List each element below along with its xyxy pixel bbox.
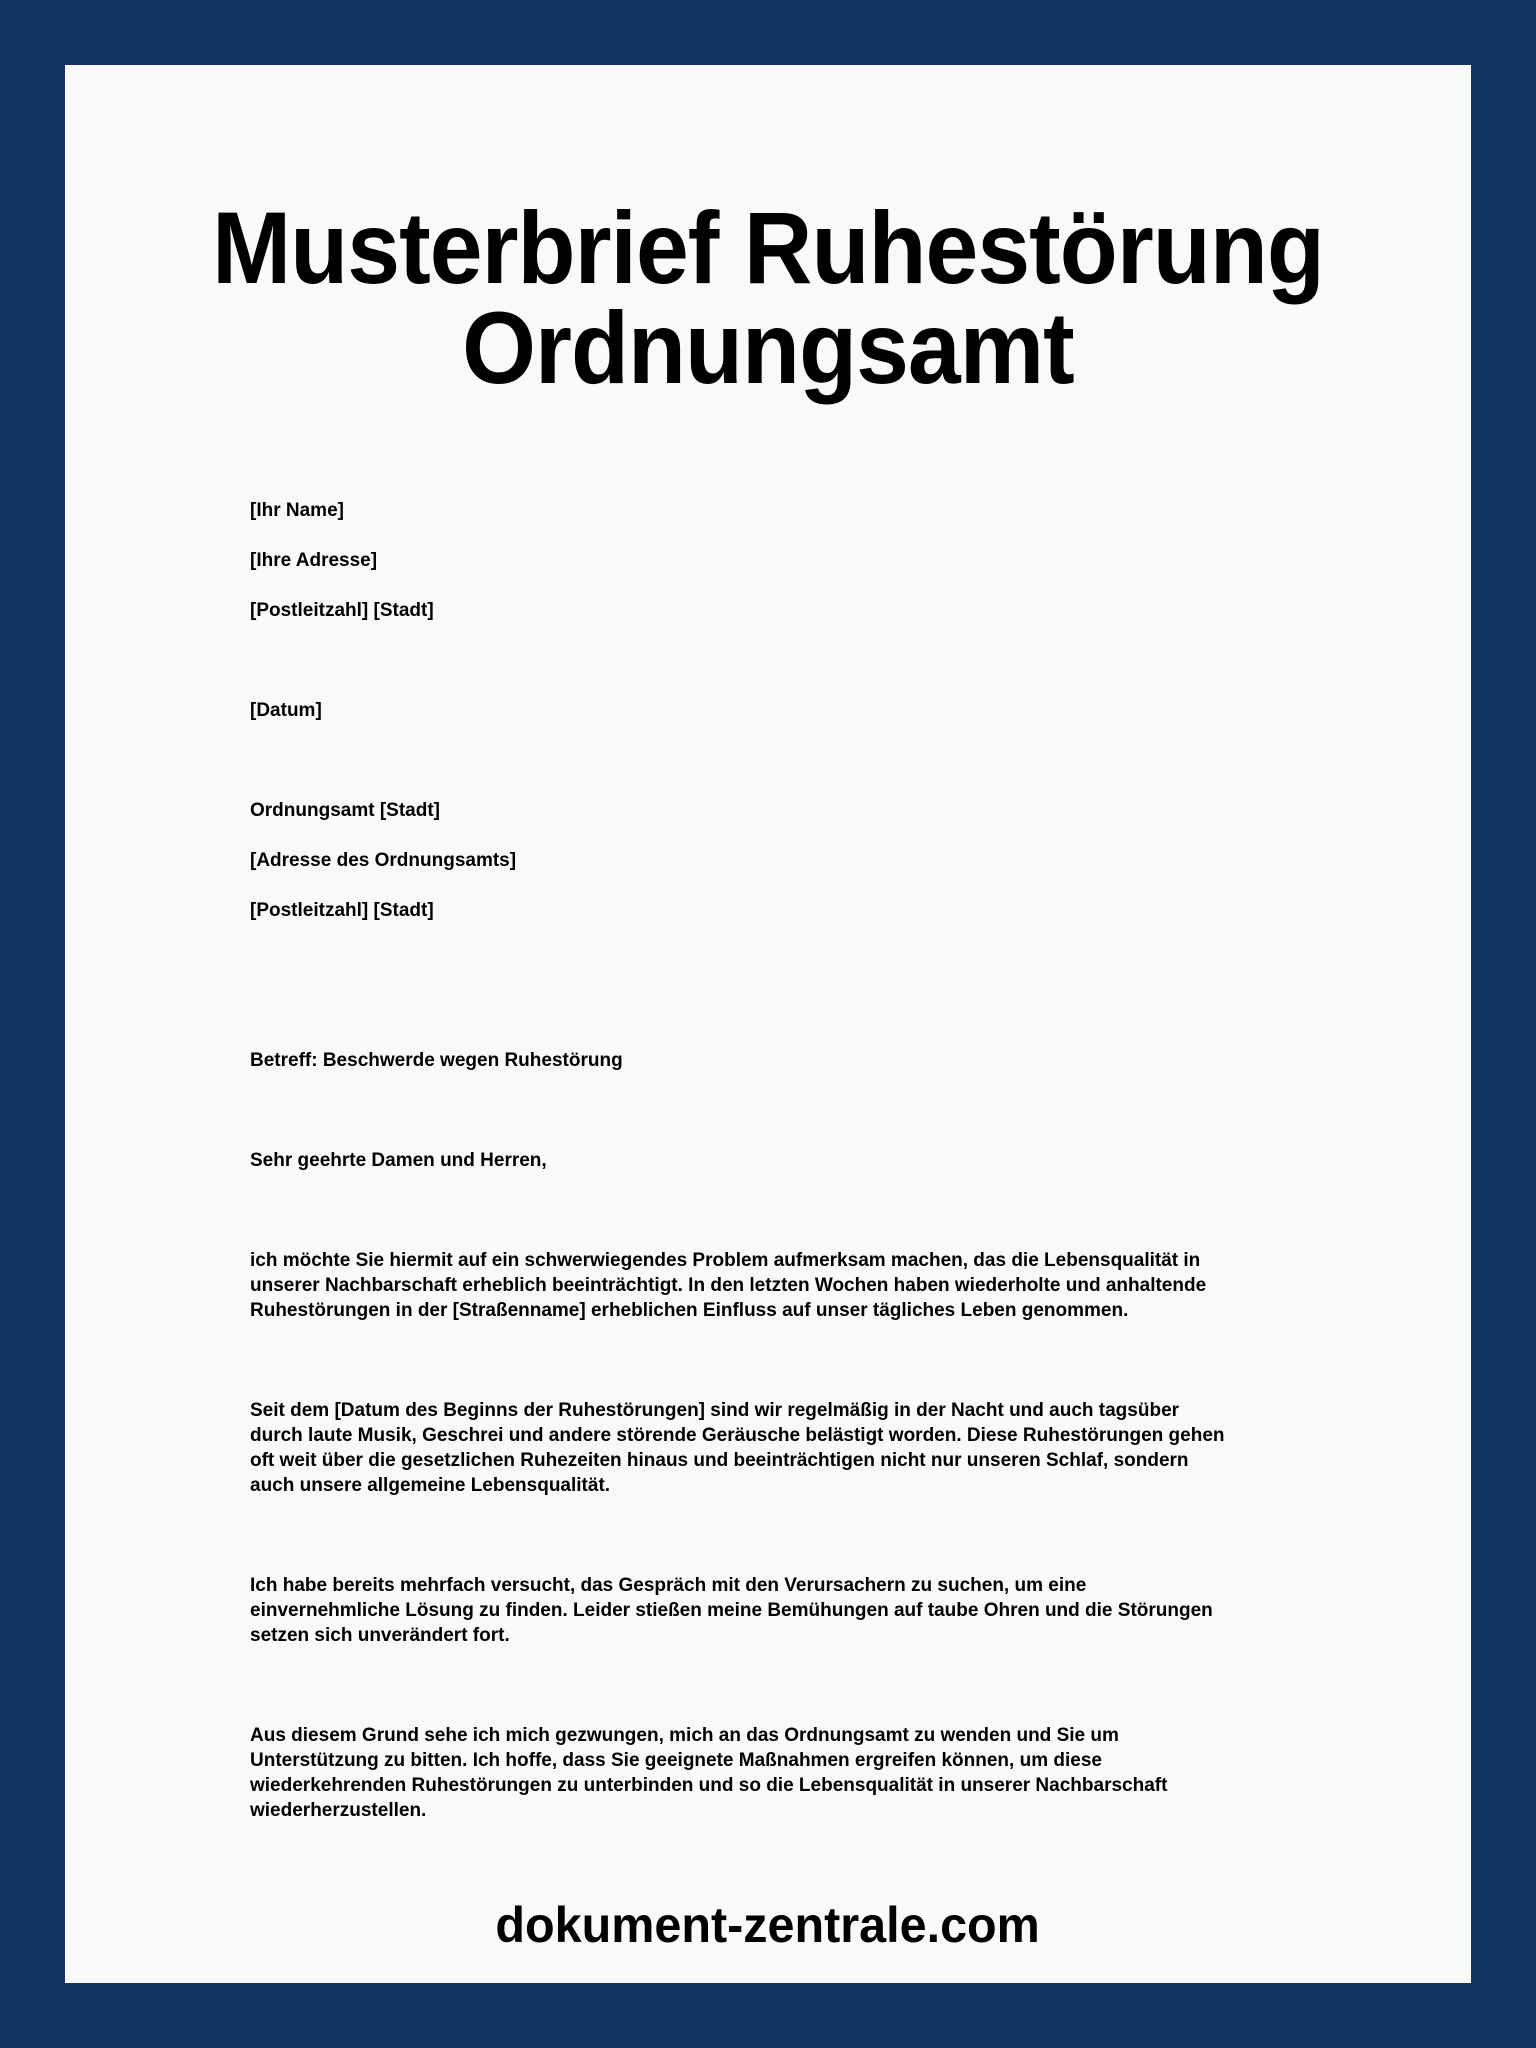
recipient-address: [Adresse des Ordnungsamts]: [250, 850, 517, 871]
sender-address: [Ihre Adresse]: [250, 550, 378, 571]
paragraph-line: einvernehmliche Lösung zu finden. Leider stießen meine Bemühungen auf taube Ohren und die Störungen: [250, 1600, 1213, 1621]
page-title: [65, 191, 1471, 405]
paragraph-line: Ich habe bereits mehrfach versucht, das Gespräch mit den Verursachern zu suchen, um eine: [250, 1575, 1087, 1596]
paragraph-line: oft weit über die gesetzlichen Ruhezeiten hinaus und beeinträchtigen nicht nur unseren Schlaf, sondern: [250, 1450, 1189, 1471]
site-domain: dokument-zentrale.com: [495, 1897, 1041, 1953]
paragraph-line: unserer Nachbarschaft erheblich beeinträchtigt. In den letzten Wochen haben wiederholte und anhaltende: [250, 1275, 1207, 1296]
body-paragraph-1: [250, 1248, 1206, 1323]
body-paragraph-4: [250, 1723, 1167, 1823]
site-footer: [65, 1897, 1471, 1953]
title-line-1: Musterbrief Ruhestörung: [212, 191, 1324, 305]
paragraph-line: Unterstützung zu bitten. Ich hoffe, dass Sie geeignete Maßnahmen ergreifen können, um diese: [250, 1750, 1102, 1771]
body-paragraph-3: [250, 1573, 1213, 1648]
paragraph-line: wiederherzustellen.: [250, 1800, 427, 1821]
recipient-city: [Postleitzahl] [Stadt]: [250, 900, 434, 921]
paragraph-line: setzen sich unverändert fort.: [250, 1625, 510, 1646]
paragraph-line: Ruhestörungen in der [Straßenname] erheblichen Einfluss auf unser tägliches Leben genommen.: [250, 1300, 1129, 1321]
salutation: Sehr geehrte Damen und Herren,: [250, 1150, 547, 1171]
paragraph-line: Aus diesem Grund sehe ich mich gezwungen, mich an das Ordnungsamt zu wenden und Sie um: [250, 1725, 1119, 1746]
letter-page: [65, 65, 1471, 1983]
sender-city: [Postleitzahl] [Stadt]: [250, 600, 434, 621]
paragraph-line: durch laute Musik, Geschrei und andere störende Geräusche belästigt worden. Diese Ruhestörungen gehen: [250, 1425, 1225, 1446]
paragraph-line: ich möchte Sie hiermit auf ein schwerwiegendes Problem aufmerksam machen, das die Lebensqualität in: [250, 1250, 1201, 1271]
body-paragraph-2: [250, 1398, 1225, 1498]
title-line-2: Ordnungsamt: [462, 291, 1074, 405]
recipient-name: Ordnungsamt [Stadt]: [250, 800, 440, 821]
sender-name: [Ihr Name]: [250, 500, 344, 521]
subject-line: Betreff: Beschwerde wegen Ruhestörung: [250, 1050, 623, 1071]
letter-date: [Datum]: [250, 700, 322, 721]
paragraph-line: auch unsere allgemeine Lebensqualität.: [250, 1475, 611, 1496]
paragraph-line: wiederkehrenden Ruhestörungen zu unterbinden und so die Lebensqualität in unserer Nachbarschaft: [250, 1775, 1168, 1796]
paragraph-line: Seit dem [Datum des Beginns der Ruhestörungen] sind wir regelmäßig in der Nacht und auch tagsüber: [250, 1400, 1180, 1421]
